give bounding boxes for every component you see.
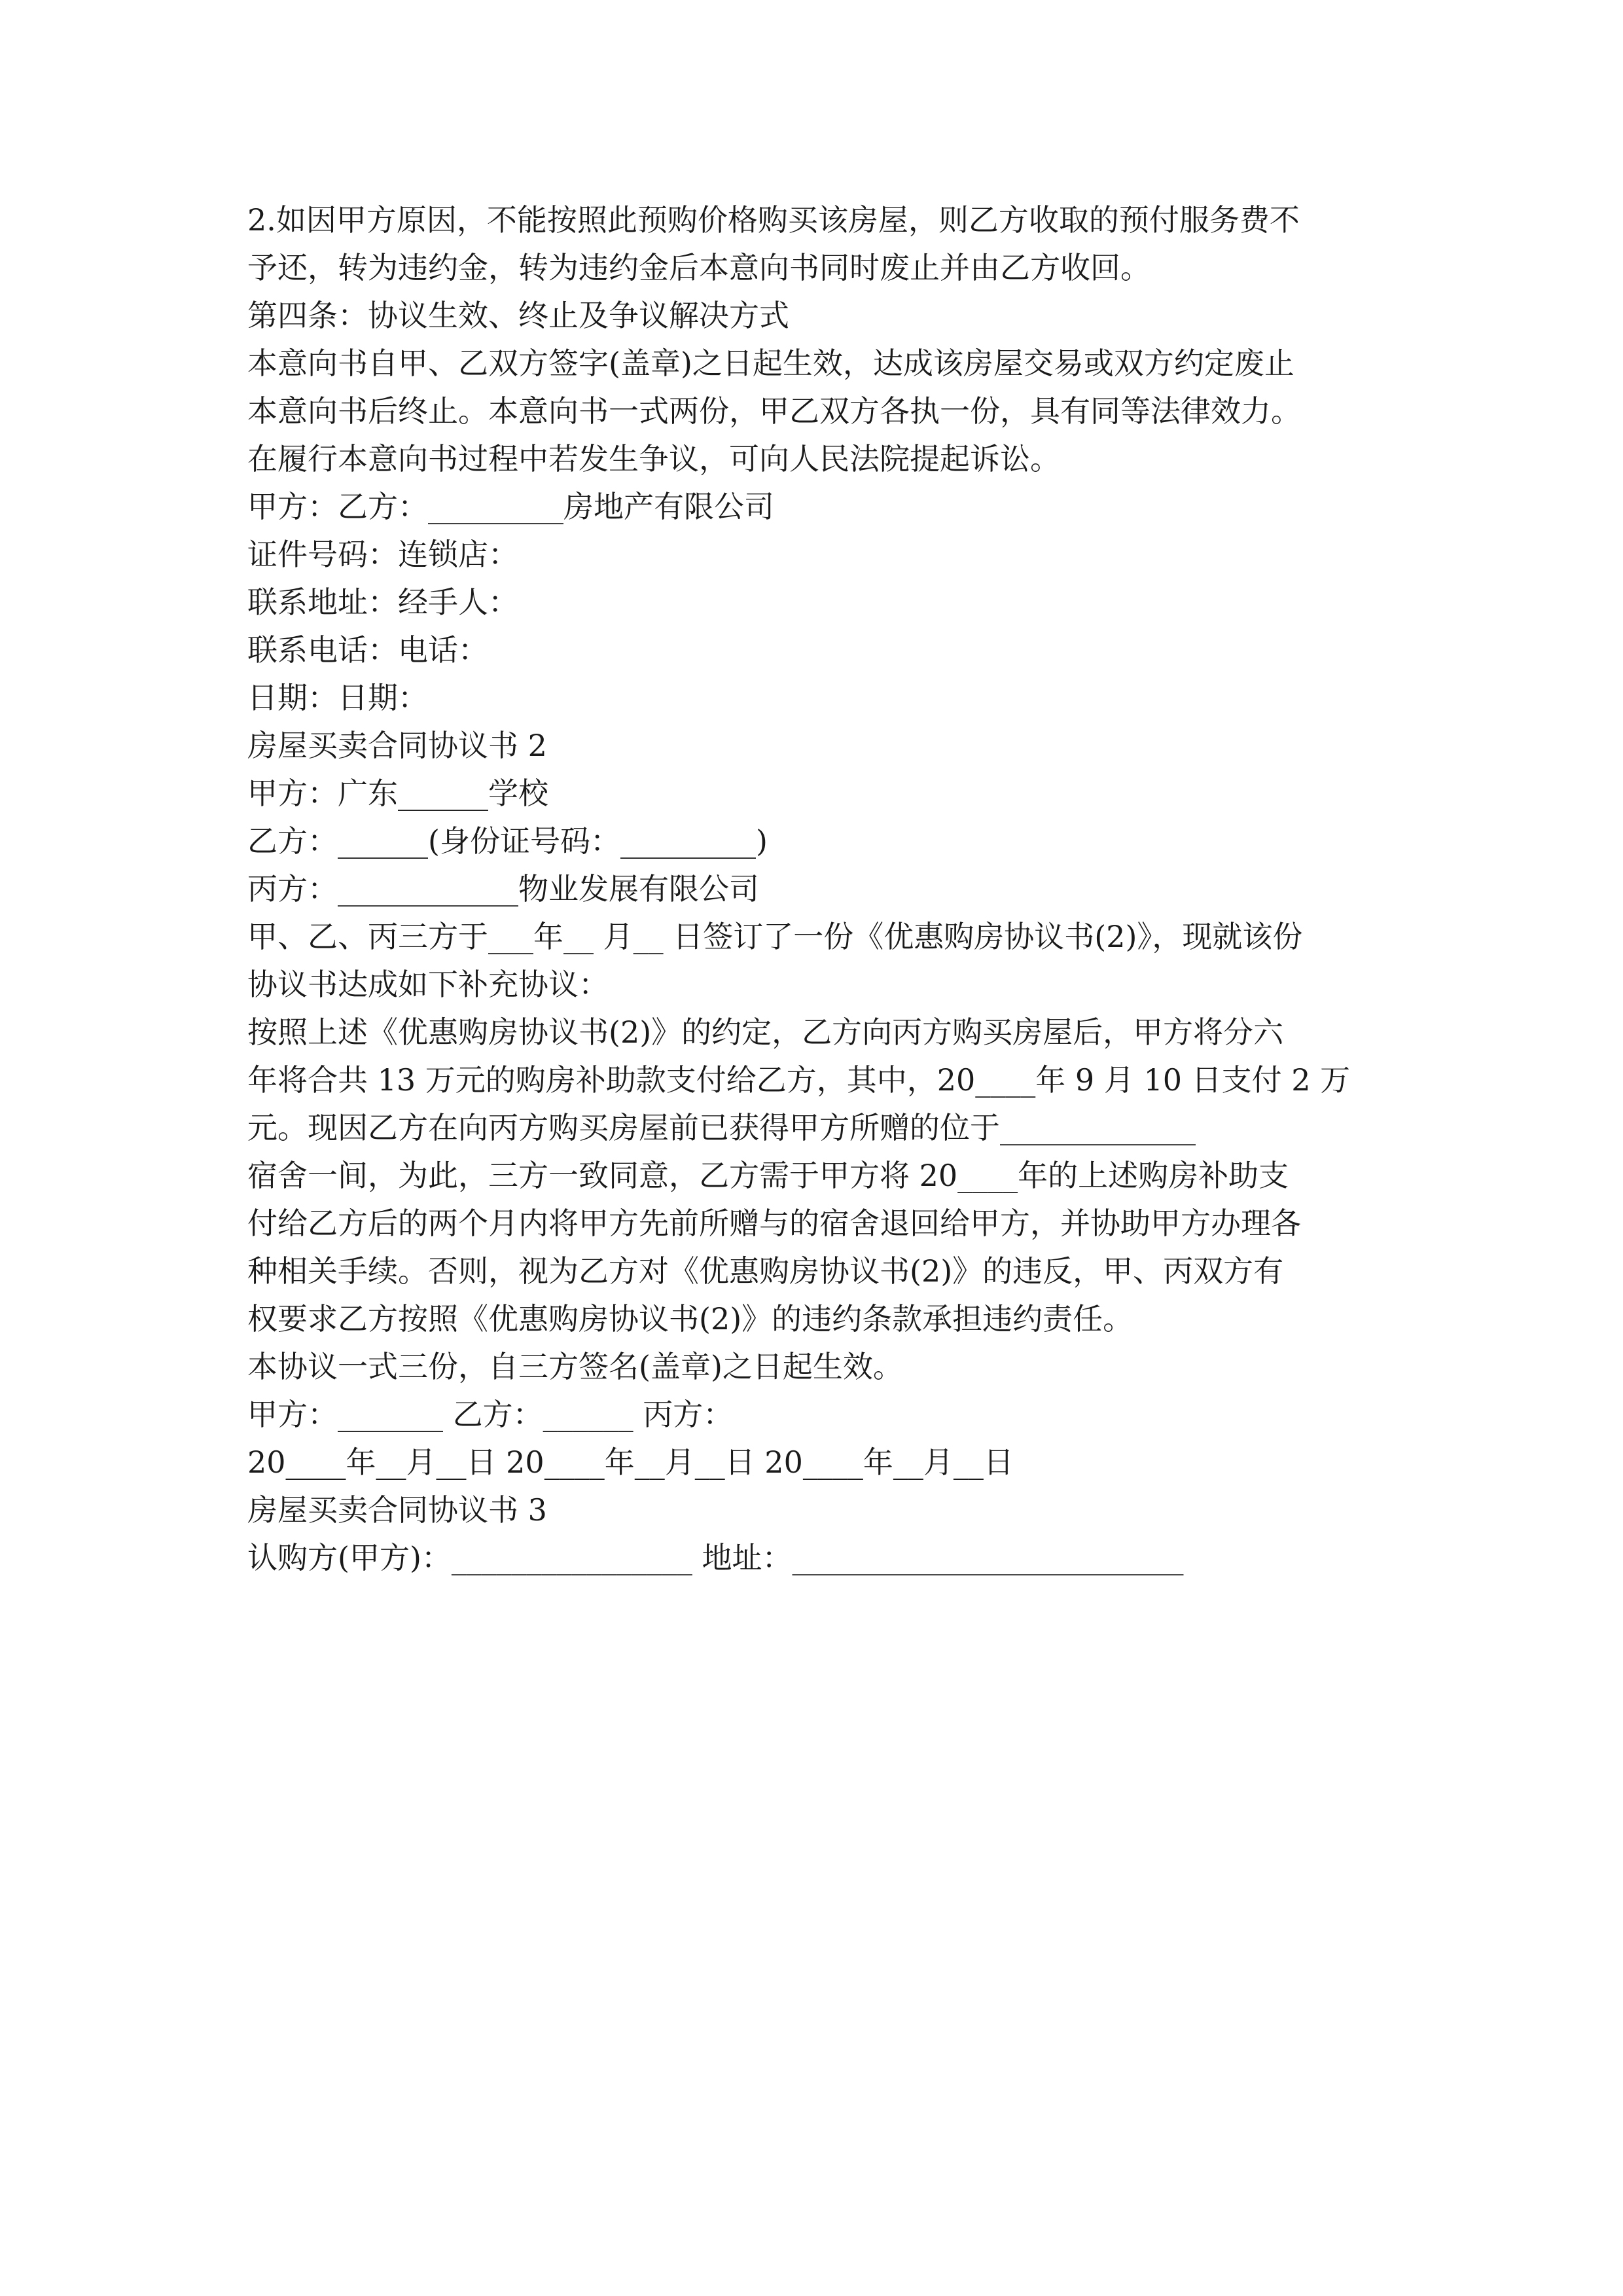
text-line: 2.如因甲方原因，不能按照此预购价格购买该房屋，则乙方收取的预付服务费不	[247, 202, 1300, 238]
signature-line: 日期：日期：	[247, 680, 428, 715]
text-line: 甲、乙、丙三方于___年__ 月__ 日签订了一份《优惠购房协议书(2)》，现就该份	[247, 919, 1303, 954]
text-line: 在履行本意向书过程中若发生争议，可向人民法院提起诉讼。	[247, 441, 1060, 476]
signature-line: 甲方：_______ 乙方：______ 丙方：	[247, 1397, 734, 1432]
party-line: 丙方：____________物业发展有限公司	[247, 871, 759, 906]
text-line: 本意向书自甲、乙双方签字(盖章)之日起生效，达成该房屋交易或双方约定废止	[247, 346, 1294, 381]
text-line: 予还，转为违约金，转为违约金后本意向书同时废止并由乙方收回。	[247, 250, 1150, 285]
text-line: 本协议一式三份，自三方签名(盖章)之日起生效。	[247, 1349, 903, 1384]
document-body	[247, 196, 1399, 1582]
text-line: 宿舍一间，为此，三方一致同意，乙方需于甲方将 20____年的上述购房补助支	[247, 1158, 1289, 1193]
party-line: 甲方：广东______学校	[247, 776, 548, 811]
text-line: 元。现因乙方在向丙方购买房屋前已获得甲方所赠的位于_____________	[247, 1110, 1196, 1145]
document-title: 房屋买卖合同协议书 3	[247, 1492, 547, 1528]
text-line: 本意向书后终止。本意向书一式两份，甲乙双方各执一份，具有同等法律效力。	[247, 393, 1301, 429]
document-title: 房屋买卖合同协议书 2	[247, 728, 547, 763]
signature-line: 联系电话：电话：	[247, 632, 488, 668]
text-line: 种相关手续。否则，视为乙方对《优惠购房协议书(2)》的违反，甲、丙双方有	[247, 1253, 1284, 1289]
text-line: 年将合共 13 万元的购房补助款支付给乙方，其中，20____年 9 月 10 日支付 2 万	[247, 1062, 1351, 1098]
signature-line: 证件号码：连锁店：	[247, 537, 518, 572]
section-heading: 第四条：协议生效、终止及争议解决方式	[247, 298, 789, 333]
signature-line: 甲方：乙方：_________房地产有限公司	[247, 489, 774, 524]
signature-line: 联系地址：经手人：	[247, 584, 518, 620]
text-line: 协议书达成如下补充协议：	[247, 967, 609, 1002]
party-line: 认购方(甲方)：________________ 地址：__________________________	[247, 1540, 1184, 1575]
party-line: 乙方：______(身份证号码：_________)	[247, 823, 768, 859]
text-line: 权要求乙方按照《优惠购房协议书(2)》的违约条款承担违约责任。	[247, 1301, 1133, 1336]
date-line: 20____年__月__日 20____年__月__日 20____年__月__日	[247, 1444, 1014, 1480]
text-line: 付给乙方后的两个月内将甲方先前所赠与的宿舍退回给甲方，并协助甲方办理各	[247, 1206, 1301, 1241]
text-line: 按照上述《优惠购房协议书(2)》的约定，乙方向丙方购买房屋后，甲方将分六	[247, 1014, 1284, 1050]
